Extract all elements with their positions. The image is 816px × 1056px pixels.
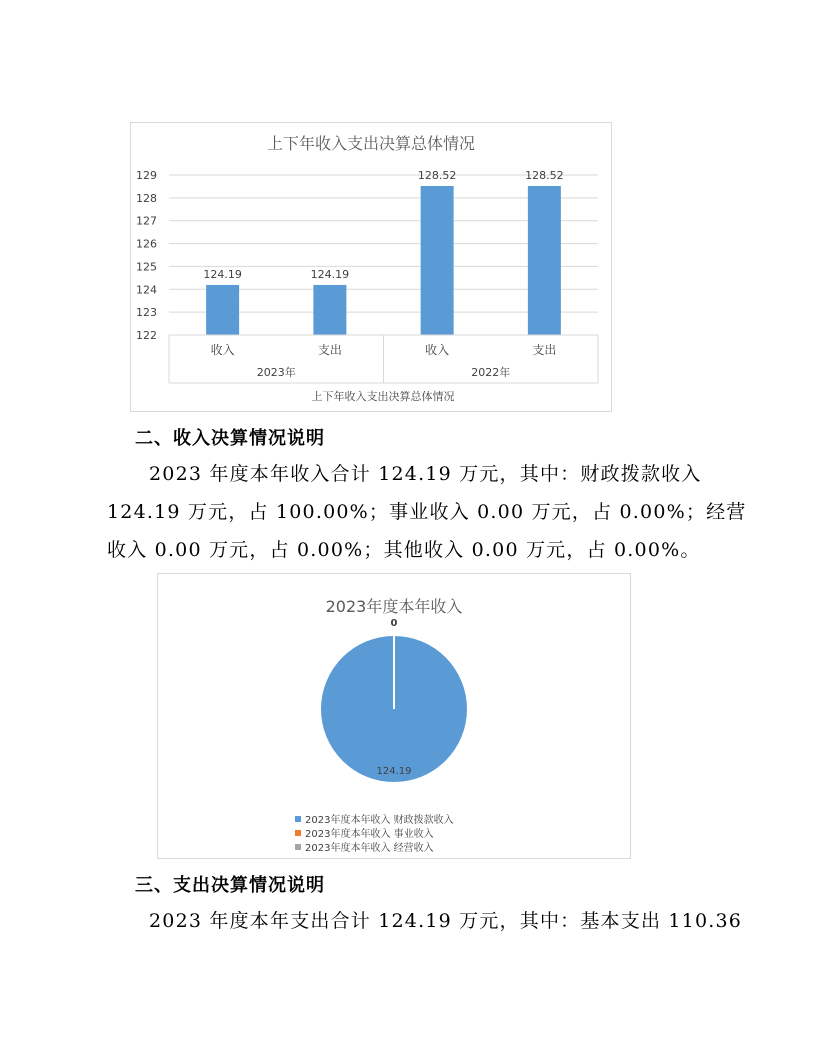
pie-chart — [157, 573, 631, 859]
legend-swatch-icon — [295, 844, 301, 850]
x-group-label: 2022年 — [471, 366, 511, 379]
bar-chart — [130, 122, 612, 412]
bar-chart-title: 上下年收入支出决算总体情况 — [266, 134, 476, 153]
y-tick-label: 129 — [136, 169, 157, 182]
x-category-label: 支出 — [532, 343, 557, 357]
legend-swatch-icon — [295, 816, 301, 822]
x-category-label: 收入 — [210, 343, 235, 357]
y-tick-label: 124 — [136, 283, 157, 297]
y-tick-label: 125 — [136, 260, 157, 274]
pie-label-zero: 0 — [390, 618, 398, 629]
bar-data-label: 128.52 — [417, 168, 457, 182]
bar — [528, 186, 561, 335]
section2-line-3: 收入 0.00 万元，占 0.00%；其他收入 0.00 万元，占 0.00%。 — [107, 539, 701, 561]
section2-line-1: 2023 年度本年收入合计 124.19 万元，其中：财政拨款收入 — [149, 463, 702, 485]
y-tick-label: 128 — [136, 191, 157, 205]
bar — [421, 186, 454, 335]
pie-legend-label: 2023年度本年收入 事业收入 — [305, 829, 434, 840]
section2-heading: 二、收入决算情况说明 — [135, 428, 325, 449]
bar-data-label: 124.19 — [310, 267, 350, 281]
x-category-label: 收入 — [425, 343, 450, 357]
section2-line-2: 124.19 万元，占 100.00%；事业收入 0.00 万元，占 0.00%；经营 — [107, 501, 747, 523]
y-tick-label: 127 — [136, 214, 157, 228]
legend-swatch-icon — [295, 830, 301, 836]
pie-legend-label: 2023年度本年收入 经营收入 — [305, 843, 434, 854]
bar — [206, 285, 239, 335]
pie-legend-item — [295, 825, 434, 840]
bar-data-label: 128.52 — [525, 168, 564, 182]
y-tick-label: 122 — [136, 329, 157, 342]
x-group-label: 2023年 — [256, 366, 296, 379]
y-tick-label: 123 — [136, 306, 157, 320]
pie-legend-item — [295, 839, 434, 854]
bar-chart-svg — [131, 123, 611, 411]
bar-data-label: 124.19 — [203, 267, 242, 281]
section3-line-1: 2023 年度本年支出合计 124.19 万元，其中：基本支出 110.36 — [149, 910, 743, 932]
bar — [313, 285, 346, 335]
bar-chart-legend: 上下年收入支出决算总体情况 — [311, 390, 455, 403]
x-category-label: 支出 — [317, 343, 342, 357]
pie-label-main: 124.19 — [376, 766, 412, 777]
section3-heading: 三、支出决算情况说明 — [135, 875, 325, 896]
pie-legend-label: 2023年度本年收入 财政拨款收入 — [305, 815, 454, 826]
pie-chart-title: 2023年度本年收入 — [325, 597, 463, 616]
pie-legend-item — [295, 811, 454, 826]
y-tick-label: 126 — [136, 237, 157, 251]
